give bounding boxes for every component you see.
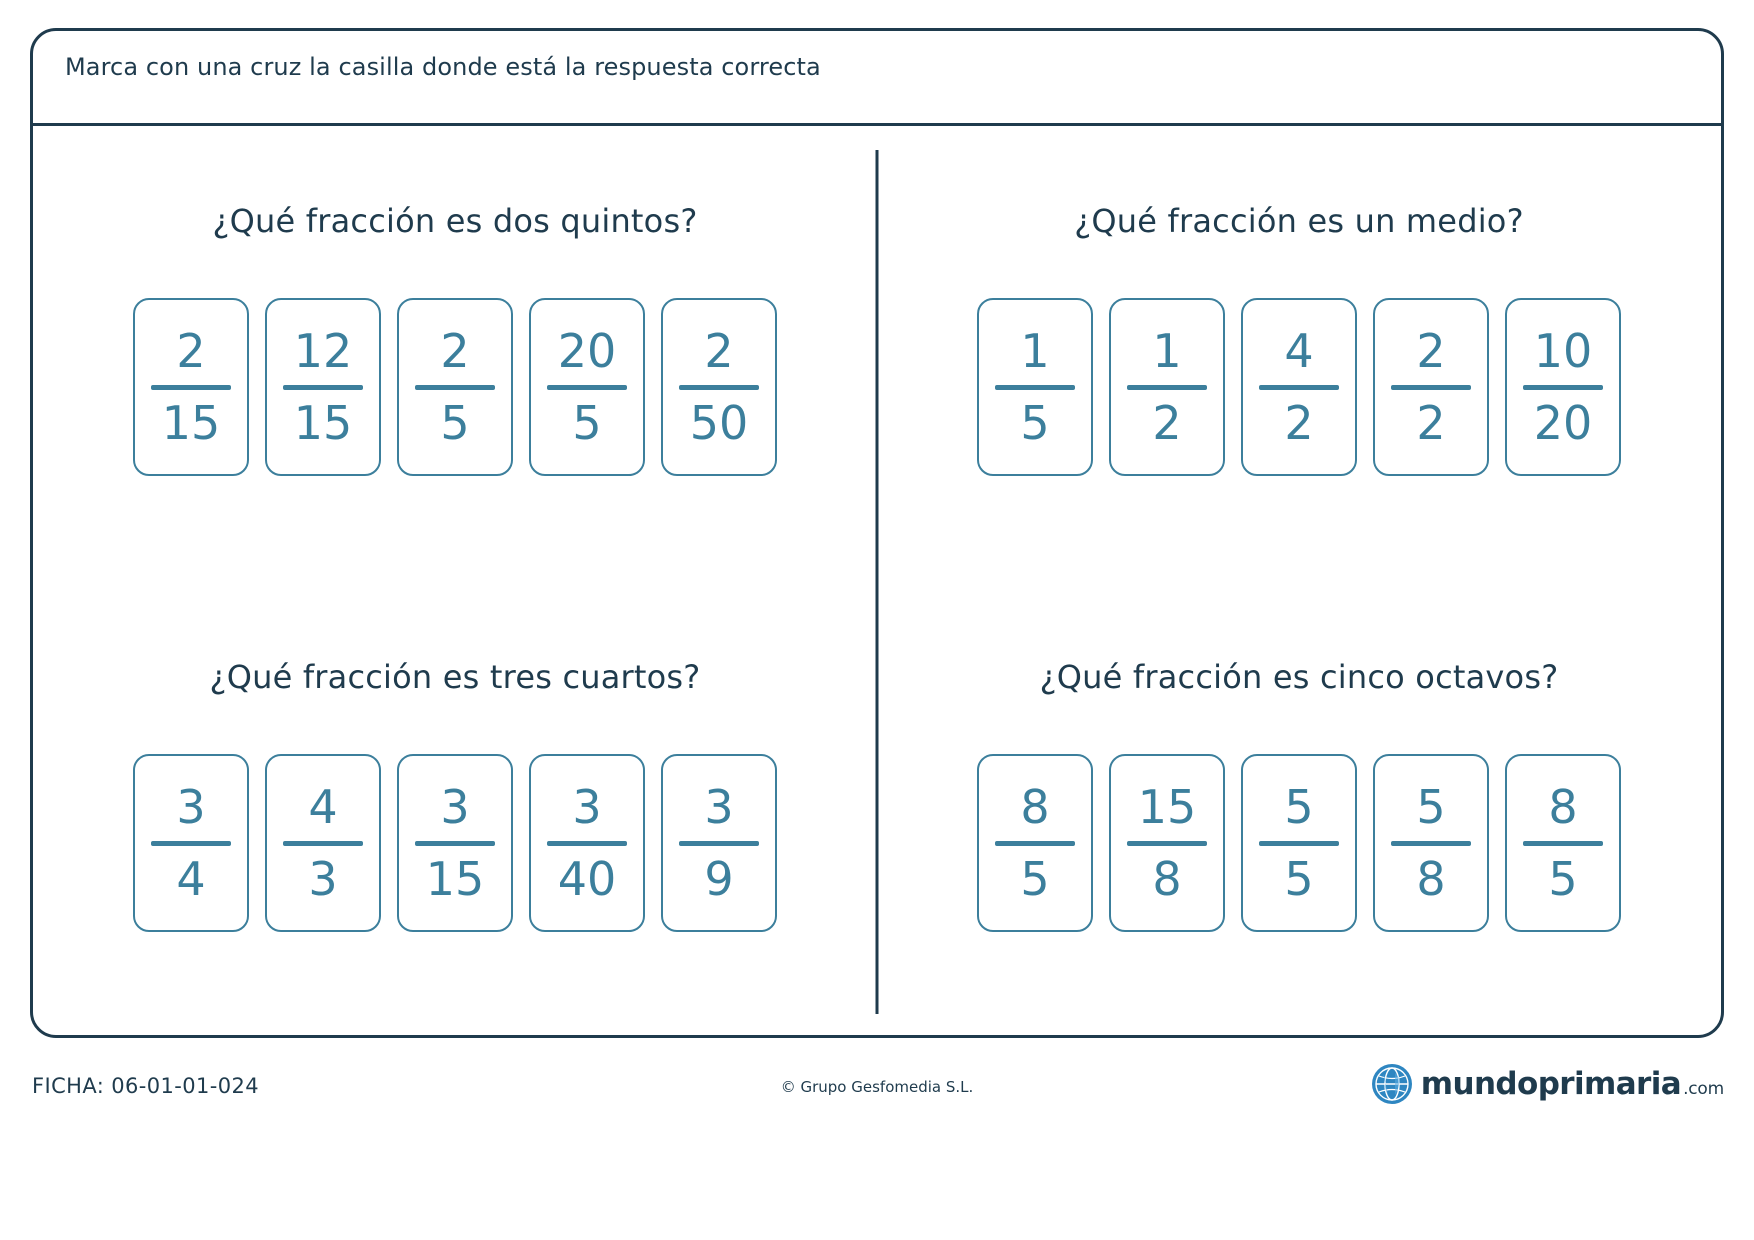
- fraction: [995, 324, 1075, 450]
- fraction-bar: [1391, 841, 1471, 846]
- option-box[interactable]: [265, 298, 381, 476]
- footer: [30, 1058, 1724, 1120]
- numerator: 8: [1020, 780, 1050, 835]
- numerator: 1: [1020, 324, 1050, 379]
- fraction-bar: [151, 385, 231, 390]
- option-box[interactable]: [1373, 298, 1489, 476]
- fraction-bar: [679, 385, 759, 390]
- question-block-2: [877, 126, 1721, 582]
- mundoprimaria-logo[interactable]: [1372, 1064, 1724, 1104]
- denominator: 5: [572, 395, 602, 450]
- options-row-4: [977, 754, 1621, 932]
- numerator: 8: [1548, 780, 1578, 835]
- denominator: 8: [1152, 851, 1182, 906]
- denominator: 50: [689, 395, 749, 450]
- option-box[interactable]: [529, 298, 645, 476]
- fraction-bar: [1259, 385, 1339, 390]
- fraction-bar: [1523, 385, 1603, 390]
- fraction: [1391, 780, 1471, 906]
- fraction-bar: [415, 385, 495, 390]
- fraction: [415, 324, 495, 450]
- denominator: 2: [1416, 395, 1446, 450]
- denominator: 5: [440, 395, 470, 450]
- denominator: 20: [1533, 395, 1593, 450]
- option-box[interactable]: [1241, 298, 1357, 476]
- question-block-3: [33, 582, 877, 1038]
- fraction: [1127, 324, 1207, 450]
- fraction-bar: [1523, 841, 1603, 846]
- fraction-bar: [1259, 841, 1339, 846]
- fraction: [1127, 780, 1207, 906]
- logo-wordmark: [1421, 1066, 1724, 1102]
- fraction: [151, 780, 231, 906]
- instruction-bar: [33, 31, 1721, 123]
- numerator: 3: [704, 780, 734, 835]
- denominator: 5: [1020, 395, 1050, 450]
- numerator: 3: [176, 780, 206, 835]
- option-box[interactable]: [529, 754, 645, 932]
- fraction: [1523, 780, 1603, 906]
- fraction: [679, 780, 759, 906]
- numerator: 4: [1284, 324, 1314, 379]
- fraction-bar: [995, 841, 1075, 846]
- fraction-bar: [547, 841, 627, 846]
- numerator: 10: [1533, 324, 1593, 379]
- numerator: 2: [1416, 324, 1446, 379]
- numerator: 15: [1137, 780, 1197, 835]
- denominator: 3: [308, 851, 338, 906]
- numerator: 20: [557, 324, 617, 379]
- option-box[interactable]: [661, 298, 777, 476]
- fraction-bar: [1127, 841, 1207, 846]
- question-text-2: ¿Qué fracción es un medio?: [1074, 202, 1524, 240]
- denominator: 5: [1020, 851, 1050, 906]
- options-row-3: [133, 754, 777, 932]
- numerator: 12: [293, 324, 353, 379]
- option-box[interactable]: [1505, 754, 1621, 932]
- question-block-1: [33, 126, 877, 582]
- denominator: 5: [1284, 851, 1314, 906]
- fraction: [1391, 324, 1471, 450]
- globe-icon: [1372, 1064, 1412, 1104]
- numerator: 2: [704, 324, 734, 379]
- copyright-text: © Grupo Gesfomedia S.L.: [780, 1078, 974, 1096]
- fraction-bar: [283, 385, 363, 390]
- options-row-2: [977, 298, 1621, 476]
- options-row-1: [133, 298, 777, 476]
- ficha-code: FICHA: 06-01-01-024: [32, 1074, 260, 1098]
- denominator: 40: [557, 851, 617, 906]
- denominator: 15: [425, 851, 485, 906]
- fraction: [1523, 324, 1603, 450]
- denominator: 8: [1416, 851, 1446, 906]
- option-box[interactable]: [977, 298, 1093, 476]
- fraction-bar: [151, 841, 231, 846]
- option-box[interactable]: [133, 754, 249, 932]
- logo-main-text: mundoprimaria: [1420, 1066, 1682, 1102]
- numerator: 3: [440, 780, 470, 835]
- question-block-4: [877, 582, 1721, 1038]
- numerator: 5: [1416, 780, 1446, 835]
- option-box[interactable]: [1241, 754, 1357, 932]
- numerator: 2: [176, 324, 206, 379]
- fraction-bar: [995, 385, 1075, 390]
- option-box[interactable]: [397, 754, 513, 932]
- option-box[interactable]: [133, 298, 249, 476]
- option-box[interactable]: [1505, 298, 1621, 476]
- denominator: 9: [704, 851, 734, 906]
- denominator: 2: [1152, 395, 1182, 450]
- question-text-1: ¿Qué fracción es dos quintos?: [212, 202, 698, 240]
- fraction: [995, 780, 1075, 906]
- fraction-bar: [1391, 385, 1471, 390]
- numerator: 1: [1152, 324, 1182, 379]
- question-text-4: ¿Qué fracción es cinco octavos?: [1039, 658, 1559, 696]
- fraction: [283, 780, 363, 906]
- fraction-bar: [283, 841, 363, 846]
- denominator: 15: [293, 395, 353, 450]
- fraction: [283, 324, 363, 450]
- denominator: 5: [1548, 851, 1578, 906]
- fraction: [1259, 780, 1339, 906]
- option-box[interactable]: [1109, 754, 1225, 932]
- option-box[interactable]: [265, 754, 381, 932]
- logo-tld-text: .com: [1683, 1079, 1724, 1099]
- question-text-3: ¿Qué fracción es tres cuartos?: [209, 658, 701, 696]
- numerator: 2: [440, 324, 470, 379]
- option-box[interactable]: [1373, 754, 1489, 932]
- denominator: 15: [161, 395, 221, 450]
- questions-grid: [33, 126, 1721, 1038]
- fraction: [151, 324, 231, 450]
- numerator: 4: [308, 780, 338, 835]
- fraction: [415, 780, 495, 906]
- option-box[interactable]: [397, 298, 513, 476]
- fraction-bar: [415, 841, 495, 846]
- worksheet-frame: [30, 28, 1724, 1038]
- fraction: [679, 324, 759, 450]
- fraction-bar: [679, 841, 759, 846]
- denominator: 2: [1284, 395, 1314, 450]
- fraction: [547, 324, 627, 450]
- numerator: 3: [572, 780, 602, 835]
- numerator: 5: [1284, 780, 1314, 835]
- fraction-bar: [547, 385, 627, 390]
- denominator: 4: [176, 851, 206, 906]
- option-box[interactable]: [977, 754, 1093, 932]
- fraction: [1259, 324, 1339, 450]
- option-box[interactable]: [1109, 298, 1225, 476]
- option-box[interactable]: [661, 754, 777, 932]
- fraction: [547, 780, 627, 906]
- fraction-bar: [1127, 385, 1207, 390]
- instruction-text: Marca con una cruz la casilla donde está la respuesta correcta: [65, 53, 821, 81]
